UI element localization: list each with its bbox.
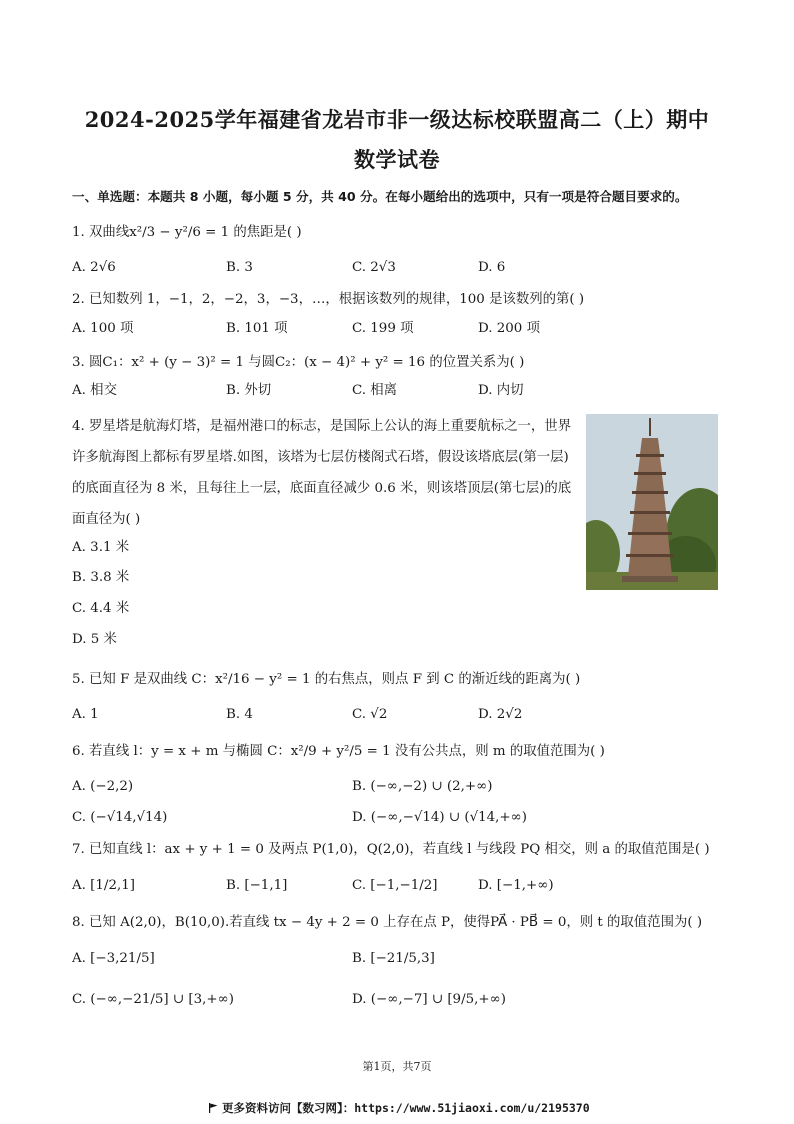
option-c: C. 199 项 bbox=[352, 321, 414, 336]
question-2: 2. 已知数列 1，−1，2，−2，3，−3，…，根据该数列的规律，100 是该数列的第( ) bbox=[72, 292, 585, 307]
option-d: D. 6 bbox=[478, 260, 506, 275]
question-1-options bbox=[72, 257, 732, 279]
option-d: D. (−∞,−√14) ∪ (√14,+∞) bbox=[352, 810, 528, 825]
option-c: C. 相离 bbox=[352, 383, 398, 398]
option-a: A. 1 bbox=[72, 707, 99, 722]
option-d: D. 200 项 bbox=[478, 321, 540, 336]
question-5: 5. 已知 F 是双曲线 C：x²/16 − y² = 1 的右焦点，则点 F 到 C 的渐近线的距离为( ) bbox=[72, 672, 581, 687]
option-b: B. 3 bbox=[226, 260, 253, 275]
option-c: C. √2 bbox=[352, 707, 388, 722]
question-6-options-row1 bbox=[72, 776, 732, 798]
section-heading: 一、单选题：本题共 8 小题，每小题 5 分，共 40 分。在每小题给出的选项中，只有一项是符合题目要求的。 bbox=[72, 189, 688, 204]
option-c: C. 4.4 米 bbox=[72, 601, 130, 616]
option-a: A. 相交 bbox=[72, 383, 117, 398]
option-a: A. [1/2,1] bbox=[72, 878, 135, 893]
question-8-options-row2 bbox=[72, 989, 732, 1011]
question-8: 8. 已知 A(2,0)，B(10,0).若直线 tx − 4y + 2 = 0 上存在点 P，使得PA⃗ · PB⃗ = 0，则 t 的取值范围为( ) bbox=[72, 915, 703, 930]
option-d: D. [−1,+∞) bbox=[478, 878, 554, 893]
question-7-options bbox=[72, 875, 732, 897]
option-b: B. 外切 bbox=[226, 383, 272, 398]
resource-banner[interactable] bbox=[208, 1100, 590, 1116]
question-6: 6. 若直线 l：y = x + m 与椭圆 C：x²/9 + y²/5 = 1 没有公共点，则 m 的取值范围为( ) bbox=[72, 744, 605, 759]
flag-icon bbox=[208, 1102, 218, 1112]
option-a: A. 100 项 bbox=[72, 321, 134, 336]
option-b: B. (−∞,−2) ∪ (2,+∞) bbox=[352, 779, 493, 794]
question-7: 7. 已知直线 l：ax + y + 1 = 0 及两点 P(1,0)，Q(2,0)，若直线 l 与线段 PQ 相交，则 a 的取值范围是( ) bbox=[72, 842, 710, 857]
question-5-options bbox=[72, 704, 732, 726]
page-number: 第1页，共7页 bbox=[362, 1060, 432, 1073]
option-c: C. [−1,−1/2] bbox=[352, 878, 438, 893]
option-a: A. 3.1 米 bbox=[72, 540, 130, 555]
option-c: C. (−∞,−21/5] ∪ [3,+∞) bbox=[72, 992, 234, 1007]
question-4: 4. 罗星塔是航海灯塔，是福州港口的标志，是国际上公认的海上重要航标之一，世界许多航海图上都标有罗星塔.如图，该塔为七层仿楼阁式石塔，假设该塔底层(第一层)的底面直径为 8 米，且每往上一层，底面直径减少 0.6 米，则该塔顶层(第七层)的底面直径为( ) bbox=[72, 419, 572, 527]
option-b: B. 3.8 米 bbox=[72, 570, 130, 585]
option-a: A. 2√6 bbox=[72, 260, 116, 275]
option-b: B. 4 bbox=[226, 707, 253, 722]
question-3: 3. 圆C₁：x² + (y − 3)² = 1 与圆C₂：(x − 4)² + y² = 16 的位置关系为( ) bbox=[72, 355, 525, 370]
option-d: D. 2√2 bbox=[478, 707, 523, 722]
option-b: B. [−21/5,3] bbox=[352, 951, 435, 966]
option-a: A. [−3,21/5] bbox=[72, 951, 155, 966]
exam-title: 2024-2025学年福建省龙岩市非一级达标校联盟高二（上）期中 bbox=[84, 107, 710, 132]
exam-subtitle: 数学试卷 bbox=[354, 147, 440, 172]
question-2-options bbox=[72, 318, 732, 340]
option-a: A. (−2,2) bbox=[72, 779, 134, 794]
option-c: C. (−√14,√14) bbox=[72, 810, 168, 825]
option-c: C. 2√3 bbox=[352, 260, 396, 275]
option-b: B. [−1,1] bbox=[226, 878, 288, 893]
option-d: D. 5 米 bbox=[72, 632, 117, 647]
banner-link[interactable]: 更多资料访问【数习网】：https://www.51jiaoxi.com/u/2195370 bbox=[222, 1101, 590, 1115]
question-8-options-row1 bbox=[72, 948, 732, 970]
option-b: B. 101 项 bbox=[226, 321, 288, 336]
option-d: D. (−∞,−7] ∪ [9/5,+∞) bbox=[352, 992, 506, 1007]
option-d: D. 内切 bbox=[478, 383, 524, 398]
question-3-options bbox=[72, 380, 732, 402]
question-6-options-row2 bbox=[72, 807, 732, 829]
question-1: 1. 双曲线x²/3 − y²/6 = 1 的焦距是( ) bbox=[72, 225, 302, 240]
pagoda-photo bbox=[586, 414, 718, 590]
